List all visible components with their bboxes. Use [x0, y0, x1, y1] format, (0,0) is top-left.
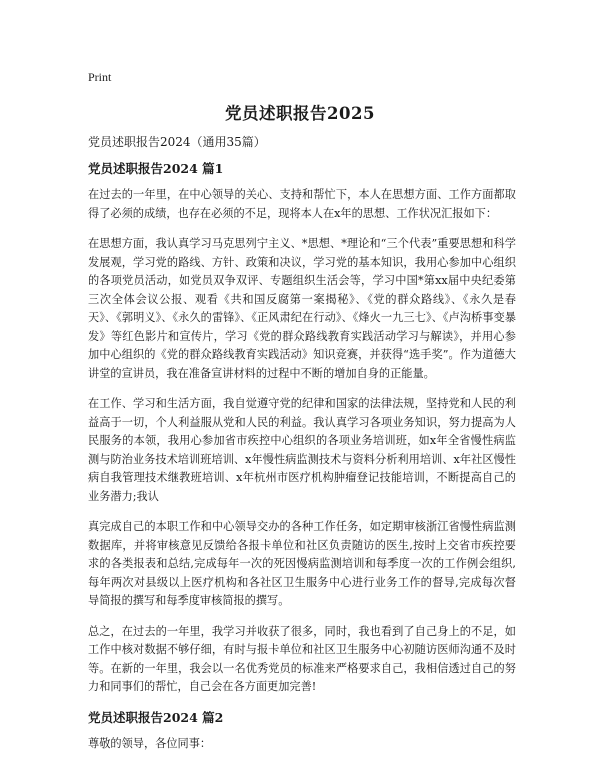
- paragraph: 真完成自己的本职工作和中心领导交办的各种工作任务，如定期审核浙江省慢性病监测数据库，并将审核意见反馈给各报卡单位和社区负责随访的医生,按时上交省市疾控要求的各类报表和总结,完成每年一次的死因慢病监测培训和每季度一次的工作例会组织,每年两次对县级以上医疗机构和各社区卫生服务中心进行业务工作的督导,完成每次督导简报的撰写和每季度审核简报的撰写。: [88, 520, 516, 607]
- page-title: 党员述职报告2025: [225, 104, 375, 123]
- section-heading-1: 党员述职报告2024 篇1: [88, 161, 224, 176]
- print-link[interactable]: Print: [88, 70, 112, 84]
- paragraph: 在过去的一年里，在中心领导的关心、支持和帮忙下，本人在思想方面、工作方面都取得了必须的成绩，也存在必须的不足，现将本人在x年的思想、工作状况汇报如下：: [88, 188, 516, 220]
- paragraph: 总之，在过去的一年里，我学习并收获了很多，同时，我也看到了自己身上的不足，如工作中核对数据不够仔细，有时与报卡单位和社区卫生服务中心初随访医师沟通不及时等。在新的一年里，我会以一名优秀党员的标准来严格要求自己，我相信透过自己的努力和同事们的帮忙，自己会在各方面更加完善!: [88, 624, 516, 693]
- document-body: [88, 133, 516, 765]
- paragraph: 在思想方面，我认真学习马克思列宁主义、*思想、*理论和“三个代表”重要思想和科学发展观，学习党的路线、方针、政策和决议，学习党的基本知识，我用心参加中心组织的各项党员活动，如党员双争双评、专题组织生活会等，学习中国*第xx届中央纪委第三次全体会议公报、观看《共和国反腐第一案揭秘》、《党的群众路线》、《永久是春天》、《郭明义》、《永久的雷锋》、《正风肃纪在行动》、《烽火一九三七》、《卢沟桥事变暴发》等红色影片和宣传片，学习《党的群众路线教育实践活动学习与解读》，并用心参加中心组织的《党的群众路线教育实践活动》知识竞赛，并获得“选手奖”。作为道德大讲堂的宣讲员，我在准备宣讲材料的过程中不断的增加自身的正能量。: [88, 237, 516, 380]
- paragraph: 在工作、学习和生活方面，我自觉遵守党的纪律和国家的法律法规，坚持党和人民的利益高于一切，个人利益服从党和人民的利益。我认真学习各项业务知识，努力提高为人民服务的本领，我用心参加省市疾控中心组织的各项业务培训班，如x年全省慢性病监测与防治业务技术培训班培训、x年慢性病监测技术与资料分析利用培训、x年社区慢性病自我管理技术继教班培训、x年杭州市医疗机构肿瘤登记技能培训，不断提高自己的业务潜力;我认: [88, 397, 516, 503]
- paragraph: 尊敬的领导，各位同事：: [88, 736, 212, 750]
- document-subtitle: 党员述职报告2024（通用35篇）: [88, 135, 266, 149]
- section-heading-2: 党员述职报告2024 篇2: [88, 709, 224, 725]
